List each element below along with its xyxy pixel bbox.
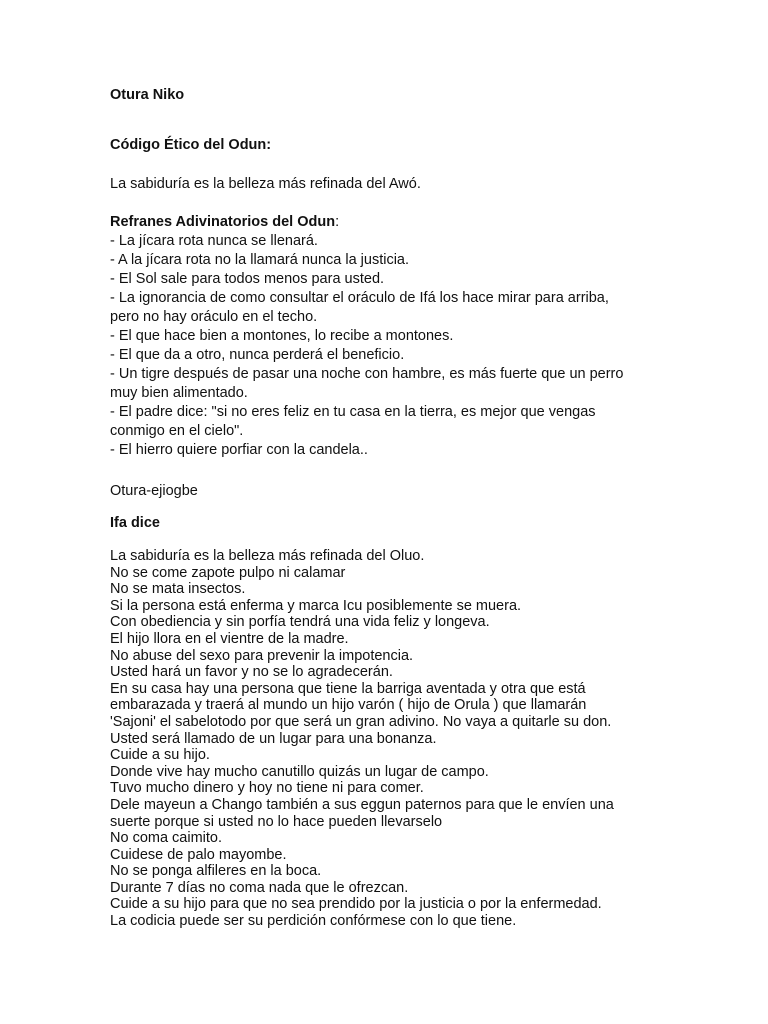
refran-line: - Un tigre después de pasar una noche con hambre, es más fuerte que un perro (110, 366, 624, 382)
ifa-heading: Ifa dice (110, 515, 160, 531)
refran-line: - El Sol sale para todos menos para usted. (110, 271, 385, 287)
refranes-heading: Refranes Adivinatorios del Odun (110, 214, 336, 230)
ifa-line: Si la persona está enferma y marca Icu posiblemente se muera. (110, 597, 522, 614)
ifa-line: suerte porque si usted no lo hace pueden llevarselo (110, 813, 443, 830)
ifa-line: La codicia puede ser su perdición confórmese con lo que tiene. (110, 913, 517, 930)
refran-line: - La ignorancia de como consultar el oráculo de Ifá los hace mirar para arriba, (110, 290, 609, 306)
ifa-line: Con obediencia y sin porfía tendrá una vida feliz y longeva. (110, 614, 490, 631)
refran-line: - El hierro quiere porfiar con la candela.. (110, 442, 368, 458)
refranes-list (110, 232, 750, 460)
refran-line: conmigo en el cielo". (110, 423, 244, 439)
ifa-line: Cuide a su hijo. (110, 747, 210, 764)
ifa-line: El hijo llora en el vientre de la madre. (110, 630, 349, 647)
ifa-line: No se come zapote pulpo ni calamar (110, 564, 346, 581)
refran-line: - El padre dice: "si no eres feliz en tu casa en la tierra, es mejor que vengas (110, 404, 596, 420)
document-title: Otura Niko (110, 87, 185, 103)
ifa-line: No se ponga alfileres en la boca. (110, 863, 322, 880)
subtitle: Otura-ejiogbe (110, 483, 198, 499)
ifa-line: Durante 7 días no coma nada que le ofrezcan. (110, 879, 409, 896)
ifa-line: Donde vive hay mucho canutillo quizás un lugar de campo. (110, 763, 489, 780)
refran-line: - La jícara rota nunca se llenará. (110, 233, 318, 249)
refranes-colon: : (335, 214, 340, 230)
codigo-heading: Código Ético del Odun: (110, 137, 272, 153)
ifa-line: En su casa hay una persona que tiene la barriga aventada y otra que está (110, 680, 586, 697)
ifa-line: Cuidese de palo mayombe. (110, 846, 287, 863)
ifa-line: embarazada y traerá al mundo un hijo varón ( hijo de Orula ) que llamarán (110, 697, 587, 714)
refran-line: muy bien alimentado. (110, 385, 248, 401)
refran-line: - A la jícara rota no la llamará nunca la justicia. (110, 252, 410, 268)
refran-line: pero no hay oráculo en el techo. (110, 309, 318, 325)
ifa-line: No coma caimito. (110, 830, 223, 847)
ifa-line: Usted será llamado de un lugar para una bonanza. (110, 730, 437, 747)
refranes-heading-row (110, 213, 750, 232)
refran-line: - El que da a otro, nunca perderá el beneficio. (110, 347, 405, 363)
ifa-list (110, 548, 750, 930)
ifa-line: No se mata insectos. (110, 581, 246, 598)
refran-line: - El que hace bien a montones, lo recibe a montones. (110, 328, 454, 344)
ifa-line: Cuide a su hijo para que no sea prendido por la justicia o por la enfermedad. (110, 896, 602, 913)
ifa-line: No abuse del sexo para prevenir la impotencia. (110, 647, 414, 664)
ifa-line: 'Sajoni' el sabelotodo por que será un gran adivino. No vaya a quitarle su don. (110, 713, 612, 730)
ifa-line: La sabiduría es la belleza más refinada del Oluo. (110, 548, 425, 564)
ifa-line: Usted hará un favor y no se lo agradecerán. (110, 664, 393, 681)
ifa-line: Tuvo mucho dinero y hoy no tiene ni para comer. (110, 780, 424, 797)
ifa-line: Dele mayeun a Chango también a sus eggun paternos para que le envíen una (110, 796, 614, 813)
codigo-text: La sabiduría es la belleza más refinada del Awó. (110, 176, 421, 192)
